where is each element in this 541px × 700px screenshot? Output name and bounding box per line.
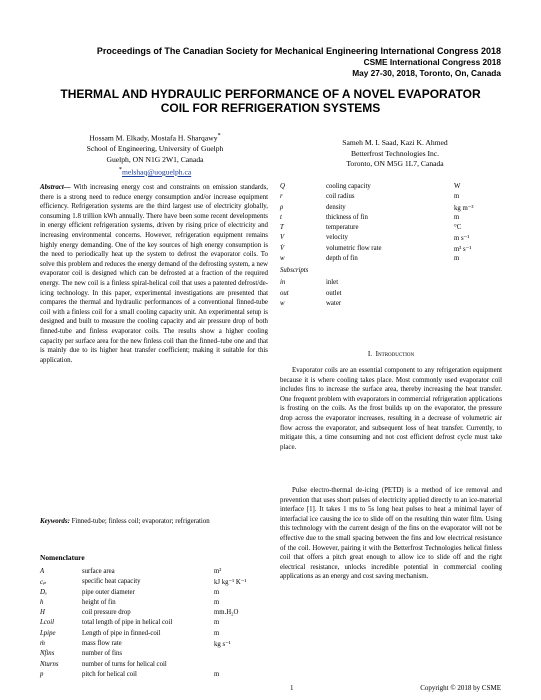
- symbol-cell: H: [40, 609, 45, 617]
- nomenclature-row: [280, 279, 454, 289]
- unit-cell: mm.H₂O: [214, 609, 239, 617]
- symbol-cell: cₚ: [40, 579, 46, 587]
- symbol-cell: T: [280, 224, 284, 232]
- nomenclature-row: [40, 568, 246, 578]
- unit-cell: kg m⁻³: [454, 204, 474, 212]
- symbol-cell: A: [40, 568, 45, 575]
- definition-cell: velocity: [326, 234, 348, 242]
- nomenclature-left: [40, 568, 268, 681]
- unit-cell: °C: [454, 224, 462, 232]
- symbol-cell: V: [280, 234, 285, 242]
- definition-cell: coil pressure drop: [82, 609, 131, 617]
- date-location-line: May 27-30, 2018, Toronto, On, Canada: [352, 68, 501, 78]
- symbol-cell: t: [280, 213, 282, 221]
- authors-right: [280, 138, 510, 170]
- definition-cell: Length of pipe in finned-coil: [82, 629, 161, 637]
- paper-title: [40, 87, 501, 115]
- nomenclature-row: [40, 578, 246, 588]
- unit-cell: m: [214, 588, 220, 596]
- title-line-2: COIL FOR REFRIGERATION SYSTEMS: [160, 101, 381, 115]
- nomenclature-row: [40, 599, 246, 609]
- abstract-label: Abstract—: [40, 184, 71, 191]
- symbol-cell: Nturns: [40, 660, 59, 668]
- nomenclature-row: [40, 619, 246, 629]
- unit-cell: m: [214, 598, 220, 606]
- nomenclature-row: [40, 671, 246, 681]
- unit-cell: m: [454, 193, 460, 201]
- definition-cell: temperature: [326, 224, 359, 232]
- section-heading-introduction: [280, 350, 502, 358]
- nomenclature-right: [280, 183, 502, 310]
- section-title: Introduction: [375, 350, 415, 358]
- symbol-cell: V̇: [280, 244, 285, 252]
- nomenclature-table-right: [280, 183, 473, 265]
- nomenclature-row: [280, 245, 473, 255]
- definition-cell: coil radius: [326, 193, 355, 201]
- nomenclature-row: [40, 609, 246, 619]
- definition-cell: number of fins: [82, 650, 123, 658]
- unit-cell: m²: [214, 568, 222, 575]
- unit-cell: kJ kg⁻¹ K⁻¹: [214, 579, 247, 587]
- nomenclature-row: [40, 589, 246, 599]
- subscripts-heading: Subscripts: [280, 267, 309, 275]
- definition-cell: volumetric flow rate: [326, 244, 382, 252]
- affiliation-1: School of Engineering, University of Guelph: [86, 144, 224, 154]
- definition-cell: mass flow rate: [82, 640, 122, 648]
- unit-cell: [214, 661, 246, 671]
- definition-cell: density: [326, 203, 346, 211]
- affiliation-right-1: Betterfrost Technologies Inc.: [350, 148, 440, 158]
- definition-cell: outlet: [326, 289, 342, 297]
- nomenclature-row: [40, 630, 246, 640]
- definition-cell: depth of fin: [326, 255, 358, 263]
- page-number: 1: [290, 684, 294, 692]
- nomenclature-row: [280, 204, 473, 214]
- nomenclature-heading: Nomenclature: [40, 553, 85, 562]
- definition-cell: pipe outer diameter: [82, 588, 135, 596]
- definition-cell: surface area: [82, 568, 115, 575]
- unit-cell: [214, 650, 246, 660]
- nomenclature-row: [280, 224, 473, 234]
- author-mark: *: [217, 132, 221, 139]
- unit-cell: m: [214, 629, 220, 637]
- definition-cell: number of turns for helical coil: [82, 660, 167, 668]
- symbol-cell: out: [280, 289, 289, 297]
- definition-cell: height of fin: [82, 598, 116, 606]
- definition-cell: thickness of fin: [326, 213, 368, 221]
- keywords-text: Finned-tube; finless coil; evaporator; refrigeration: [69, 518, 210, 525]
- symbol-cell: Lcoil: [40, 619, 54, 627]
- unit-cell: m: [454, 255, 460, 263]
- affiliation-2: Guelph, ON N1G 2W1, Canada: [106, 154, 204, 164]
- symbol-cell: Nfins: [40, 650, 55, 658]
- intro-paragraph-1: Evaporator coils are an essential component to any refrigeration equipment because it is where cooling takes place. Most commonly used evaporator coil includes fins to increase the surface area, thereby increasing the heat transfer. One frequent problem with evaporators in commercial refrigeration applications is frosting on the coils. As the frost builds up on the evaporator, the pressure drop across the evaporator increases, resulting in a decrease of volumetric air flow across the evaporator, and subsequent loss of heat transfer. Currently, to mitigate this, a time consuming and not cost efficient defrost cycle must take place.: [280, 367, 502, 451]
- nomenclature-row: [280, 214, 473, 224]
- congress-line: CSME International Congress 2018: [363, 57, 501, 67]
- conference-header: [97, 46, 501, 79]
- nomenclature-row: [280, 255, 473, 265]
- author-names-right: Sameh M. I. Saad, Kazi K. Ahmed: [342, 138, 448, 147]
- unit-cell: kg s⁻¹: [214, 641, 231, 649]
- nomenclature-row: [280, 234, 473, 244]
- definition-cell: water: [326, 299, 342, 307]
- nomenclature-row: [40, 650, 246, 660]
- symbol-cell: ρ: [280, 203, 284, 211]
- symbol-cell: Dₒ: [40, 588, 47, 596]
- unit-cell: m: [454, 213, 460, 221]
- nomenclature-row: [40, 640, 246, 650]
- author-names: Hossam M. Elkady, Mostafa H. Sharqawy: [89, 133, 218, 143]
- symbol-cell: r: [280, 193, 283, 201]
- nomenclature-row: [40, 661, 246, 671]
- symbol-cell: Q: [280, 183, 285, 190]
- section-number: I.: [367, 350, 373, 358]
- abstract: [40, 183, 268, 365]
- definition-cell: cooling capacity: [326, 183, 371, 190]
- unit-cell: m: [214, 670, 220, 678]
- nomenclature-row: [280, 193, 473, 203]
- nomenclature-row: [280, 290, 454, 300]
- symbol-cell: p: [40, 670, 44, 678]
- symbol-cell: w: [280, 255, 285, 263]
- unit-cell: m: [214, 619, 220, 627]
- email-mark: *: [118, 166, 122, 174]
- copyright: Copyright © 2018 by CSME: [420, 684, 501, 692]
- email-link[interactable]: melshaq@uoguelph.ca: [121, 167, 192, 177]
- nomenclature-table-left: [40, 568, 246, 681]
- keywords: [40, 517, 268, 527]
- unit-cell: m³ s⁻¹: [454, 245, 472, 253]
- proceedings-line: Proceedings of The Canadian Society for Mechanical Engineering International Congress 2018: [96, 46, 501, 56]
- authors-left: [40, 131, 270, 178]
- symbol-cell: h: [40, 598, 44, 606]
- nomenclature-row: [280, 300, 454, 310]
- intro-paragraph-2: Pulse electro-thermal de-icing (PETD) is a method of ice removal and prevention that uses short pulses of electricity applied directly to an ice-material interface [1]. It takes 1 ms to 5s long heat pulses to heat a minimal layer of interfacial ice causing the ice to slide off on the resulting thin water film. Using this technology with the current design of the fins on the evaporator will not be effective due to the small spacing between the fins and low electrical resistance of the coil. However, pairing it with the Betterfrost Technologies helical finless coil that offers a pitch great enough to allow ice to slide off and the right electrical resistance, unlocks incredible potential in commercial cooling applications as an energy and cost saving mechanism.: [280, 487, 502, 581]
- title-line-1: THERMAL AND HYDRAULIC PERFORMANCE OF A NOVEL EVAPORATOR: [60, 87, 481, 101]
- definition-cell: pitch for helical coil: [82, 670, 137, 678]
- definition-cell: specific heat capacity: [82, 578, 141, 586]
- subscripts-table: [280, 279, 454, 310]
- nomenclature-row: [280, 183, 473, 193]
- unit-cell: W: [454, 183, 461, 190]
- unit-cell: m s⁻¹: [454, 235, 470, 243]
- symbol-cell: Lpipe: [40, 629, 56, 637]
- definition-cell: total length of pipe in helical coil: [82, 619, 173, 627]
- abstract-text: With increasing energy cost and constraints on emission standards, there is a strong need to reduce energy consumption and/or increase equipment efficiency. Refrigeration systems are the third largest use of electricity globally, consuming 1.8 trillion kWh annually. There have been some recent developments in energy efficient refrigeration systems, driven by rising price of electricity and increasing environmental concerns. However, refrigeration equipment remains highly energy demanding. One of the key sources of high energy consumption is the need to periodically heat up the system to defrost the evaporator coils. To solve this problem and reduces the energy demand of the defrosting system, a new evaporator coil is designed which can be defrosted at a fraction of the required energy. The new coil is a finless spiral-helical coil that uses a patented defrost/de-icing technology. In this paper, experimental investigations are presented that compares the thermal and hydraulic performances of a conventional finned-tube coil with a finless coil for a small cooling capacity unit. An experimental setup is designed and built to measure the cooling capacity and air pressure drop of both finned-tube and finless evaporator coils. The results show a higher cooling capacity per surface area for the new finless coil than the finned–tube one and that is mainly due to its higher heat transfer coefficient; making it suitable for this application.: [40, 184, 268, 364]
- definition-cell: inlet: [326, 279, 339, 287]
- keywords-label: Keywords:: [40, 518, 70, 525]
- affiliation-right-2: Toronto, ON M5G 1L7, Canada: [346, 159, 444, 168]
- symbol-cell: in: [280, 279, 286, 287]
- symbol-cell: w: [280, 299, 285, 307]
- symbol-cell: ṁ: [40, 640, 45, 648]
